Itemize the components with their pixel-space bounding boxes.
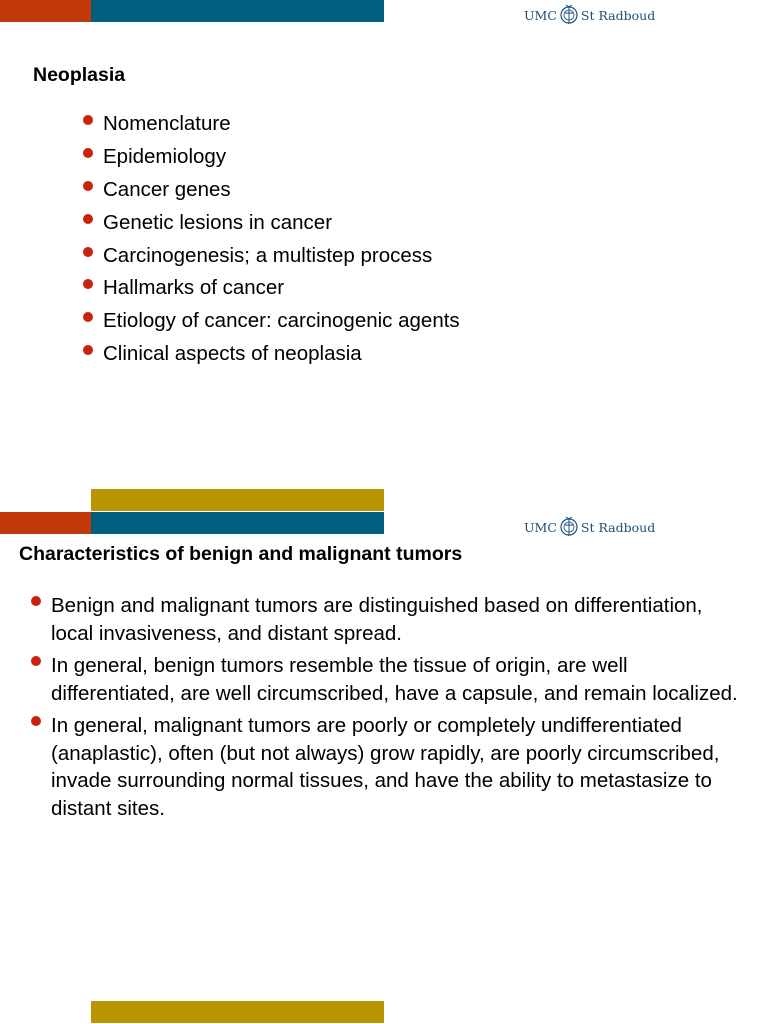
- logo-text-left: UMC: [524, 7, 557, 23]
- list-item: Clinical aspects of neoplasia: [103, 341, 460, 374]
- list-item: In general, benign tumors resemble the tissue of origin, are well differentiated, are well circumscribed, have a capsule, and remain localized.: [51, 652, 741, 707]
- bullet-icon: [83, 148, 93, 158]
- logo-text-left: UMC: [524, 519, 557, 535]
- bullet-icon: [83, 345, 93, 355]
- topic-list: [103, 111, 460, 374]
- footer-bar-gold: [91, 1001, 384, 1023]
- bullet-icon: [83, 181, 93, 191]
- bullet-icon: [31, 656, 41, 666]
- list-item: Hallmarks of cancer: [103, 275, 460, 308]
- footer-bar-gold: [91, 489, 384, 511]
- bullet-icon: [31, 716, 41, 726]
- umc-st-radboud-logo: [524, 4, 655, 26]
- header-bar-blue: [91, 512, 384, 534]
- slide-title: Neoplasia: [33, 64, 126, 86]
- list-item: Genetic lesions in cancer: [103, 210, 460, 243]
- list-item: Epidemiology: [103, 144, 460, 177]
- bullet-icon: [83, 279, 93, 289]
- bullet-icon: [83, 214, 93, 224]
- header-bar-red: [0, 512, 91, 534]
- logo-text-right: St Radboud: [580, 7, 656, 23]
- header-bar-red: [0, 0, 91, 22]
- characteristics-list: [51, 592, 741, 827]
- list-item: In general, malignant tumors are poorly or completely undifferentiated (anaplastic), often (but not always) grow rapidly, are poorly circumscribed, invade surrounding normal tissues, and have the ability to metastasize to distant sites.: [51, 712, 741, 822]
- crest-icon: [560, 4, 578, 26]
- header-bar-blue: [91, 0, 384, 22]
- list-item: Nomenclature: [103, 111, 460, 144]
- list-item: Benign and malignant tumors are distinguished based on differentiation, local invasiveness, and distant spread.: [51, 592, 741, 647]
- list-item: Carcinogenesis; a multistep process: [103, 243, 460, 276]
- bullet-icon: [83, 247, 93, 257]
- list-item: Etiology of cancer: carcinogenic agents: [103, 308, 460, 341]
- list-item: Cancer genes: [103, 177, 460, 210]
- crest-icon: [560, 516, 578, 538]
- slide-2: [0, 512, 768, 1024]
- bullet-icon: [83, 312, 93, 322]
- slide-title: Characteristics of benign and malignant tumors: [19, 543, 463, 565]
- umc-st-radboud-logo: [524, 516, 655, 538]
- logo-text-right: St Radboud: [580, 519, 656, 535]
- bullet-icon: [83, 115, 93, 125]
- bullet-icon: [31, 596, 41, 606]
